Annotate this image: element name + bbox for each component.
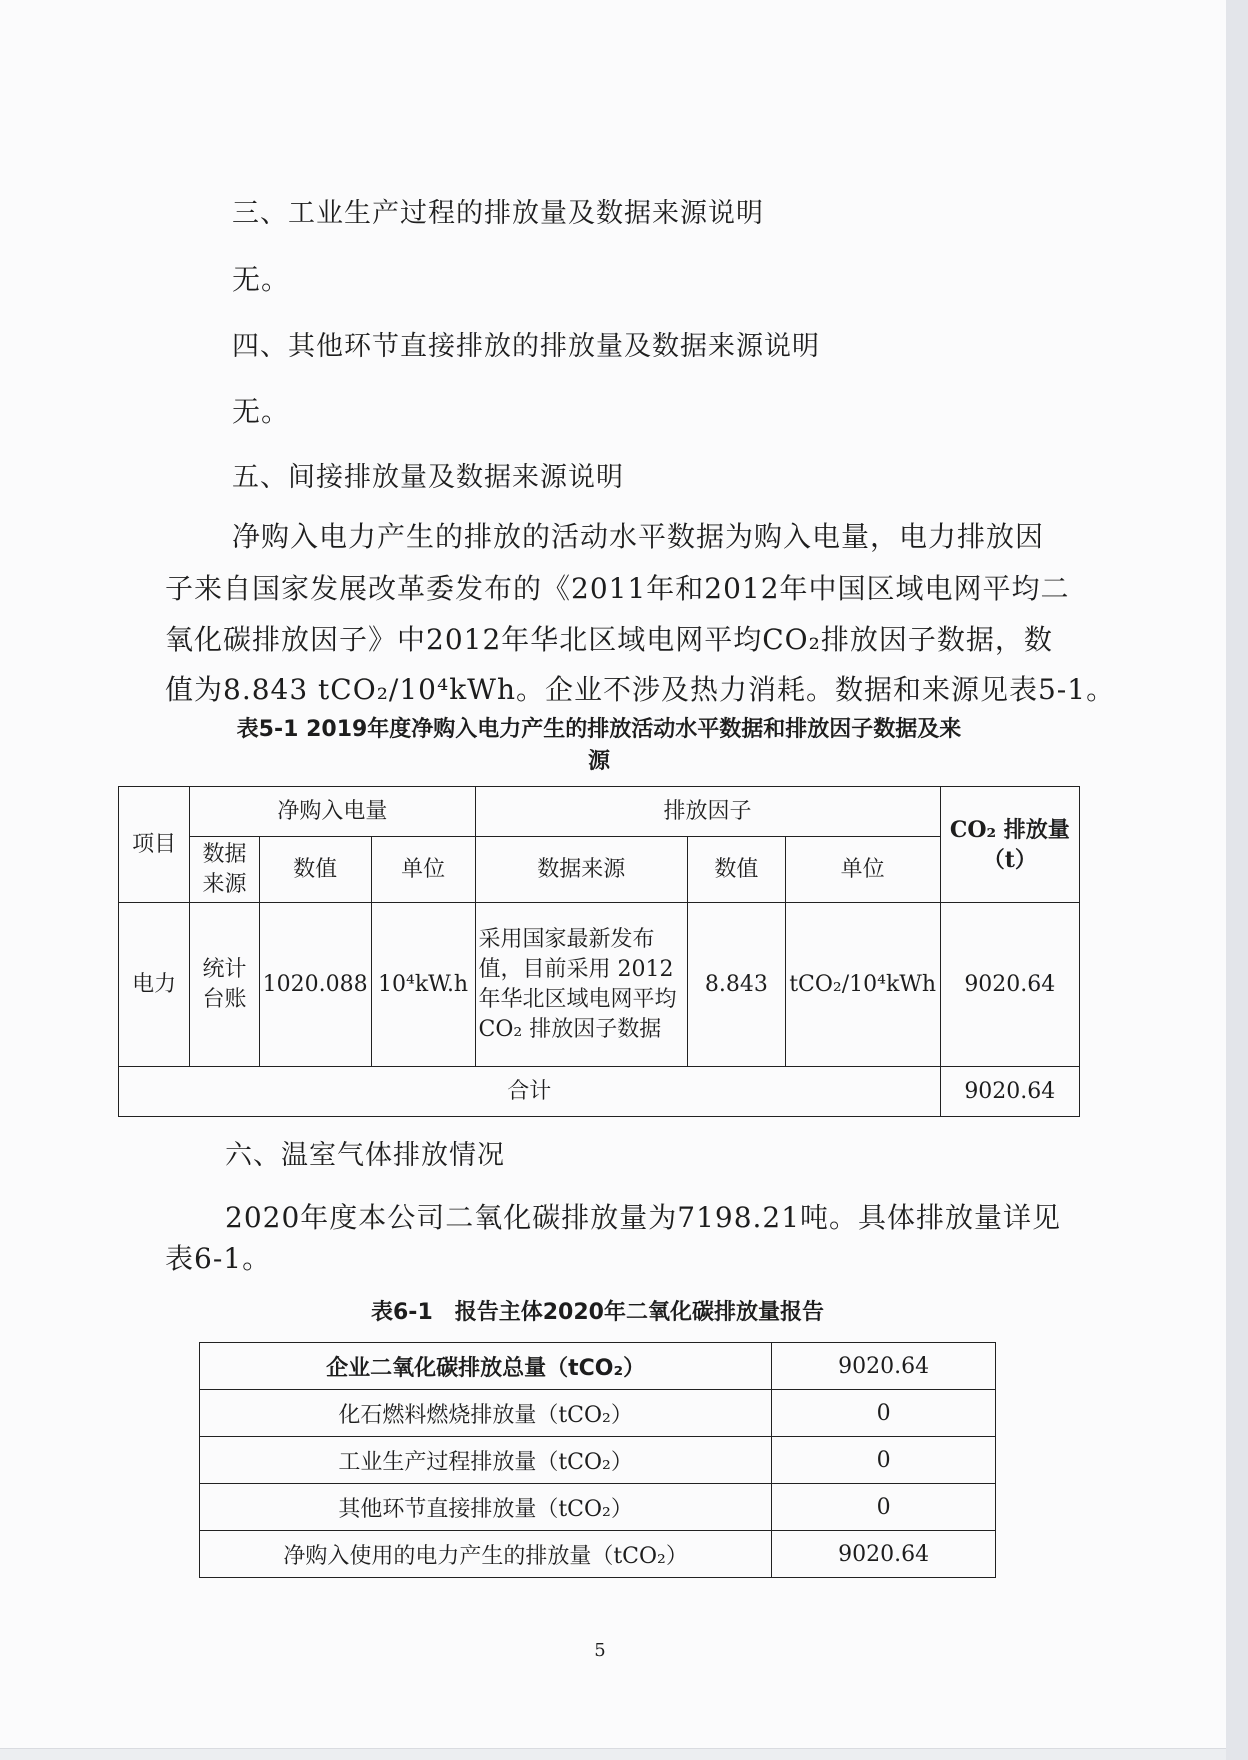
header-emission-factor: 排放因子 — [475, 787, 940, 837]
row-value: 9020.64 — [772, 1531, 996, 1578]
section-3-body: 无。 — [232, 263, 291, 296]
section-6-paragraph-line: 表6-1。 — [165, 1242, 272, 1275]
cell-item: 电力 — [119, 903, 190, 1067]
section-5-paragraph-line: 氧化碳排放因子》中2012年华北区域电网平均CO₂排放因子数据，数 — [165, 623, 1053, 656]
cell-ef-value: 8.843 — [688, 903, 786, 1067]
page-edge-shadow — [1226, 0, 1248, 1760]
cell-ef-source: 采用国家最新发布值，目前采用 2012 年华北区域电网平均 CO₂ 排放因子数据 — [475, 903, 688, 1067]
table-row — [200, 1484, 996, 1531]
section-3-heading: 三、工业生产过程的排放量及数据来源说明 — [232, 198, 764, 229]
row-value: 0 — [772, 1390, 996, 1437]
table-6-1 — [199, 1342, 996, 1578]
header-net-purchase: 净购入电量 — [190, 787, 475, 837]
header-data-source: 数据来源 — [190, 837, 259, 903]
section-5-paragraph-line: 子来自国家发展改革委发布的《2011年和2012年中国区域电网平均二 — [165, 572, 1070, 605]
total-label: 合计 — [119, 1067, 941, 1117]
section-6-heading: 六、温室气体排放情况 — [225, 1140, 505, 1171]
cell-co2: 9020.64 — [940, 903, 1079, 1067]
section-5-paragraph-line: 净购入电力产生的排放的活动水平数据为购入电量，电力排放因 — [232, 520, 1045, 553]
page-number: 5 — [594, 1640, 606, 1661]
row-value: 0 — [772, 1484, 996, 1531]
header-ef-unit: 单位 — [785, 837, 940, 903]
table-row — [200, 1531, 996, 1578]
cell-value: 1020.088 — [259, 903, 371, 1067]
row-value: 0 — [772, 1437, 996, 1484]
header-ef-value: 数值 — [688, 837, 786, 903]
row-label: 企业二氧化碳排放总量（tCO₂） — [200, 1343, 772, 1390]
row-label: 工业生产过程排放量（tCO₂） — [200, 1437, 772, 1484]
section-6-paragraph-line: 2020年度本公司二氧化碳排放量为7198.21吨。具体排放量详见 — [225, 1201, 1062, 1234]
section-4-heading: 四、其他环节直接排放的排放量及数据来源说明 — [232, 331, 820, 362]
cell-ef-unit: tCO₂/10⁴kWh — [785, 903, 940, 1067]
total-value: 9020.64 — [940, 1067, 1079, 1117]
header-item: 项目 — [119, 787, 190, 903]
row-value: 9020.64 — [772, 1343, 996, 1390]
cell-source: 统计台账 — [190, 903, 259, 1067]
table-5-1 — [118, 786, 1080, 1117]
section-5-heading: 五、间接排放量及数据来源说明 — [232, 462, 624, 493]
header-value: 数值 — [259, 837, 371, 903]
section-4-body: 无。 — [232, 395, 291, 428]
table-row — [200, 1390, 996, 1437]
header-unit: 单位 — [371, 837, 475, 903]
table-row — [200, 1437, 996, 1484]
table-6-1-caption: 表6-1 报告主体2020年二氧化碳排放量报告 — [371, 1300, 824, 1325]
row-label: 净购入使用的电力产生的排放量（tCO₂） — [200, 1531, 772, 1578]
row-label: 化石燃料燃烧排放量（tCO₂） — [200, 1390, 772, 1437]
table-5-1-caption: 表5-1 2019年度净购入电力产生的排放活动水平数据和排放因子数据及来 — [236, 717, 962, 742]
table-5-1-caption-cont: 源 — [587, 749, 610, 774]
header-co2-emissions: CO₂ 排放量（t） — [940, 787, 1079, 903]
table-row — [200, 1343, 996, 1390]
header-ef-source: 数据来源 — [475, 837, 688, 903]
cell-unit: 10⁴kW.h — [371, 903, 475, 1067]
row-label: 其他环节直接排放量（tCO₂） — [200, 1484, 772, 1531]
table-total-row — [119, 1067, 1080, 1117]
section-5-paragraph-line: 值为8.843 tCO₂/10⁴kWh。企业不涉及热力消耗。数据和来源见表5-1。 — [165, 673, 1116, 706]
table-row — [119, 903, 1080, 1067]
